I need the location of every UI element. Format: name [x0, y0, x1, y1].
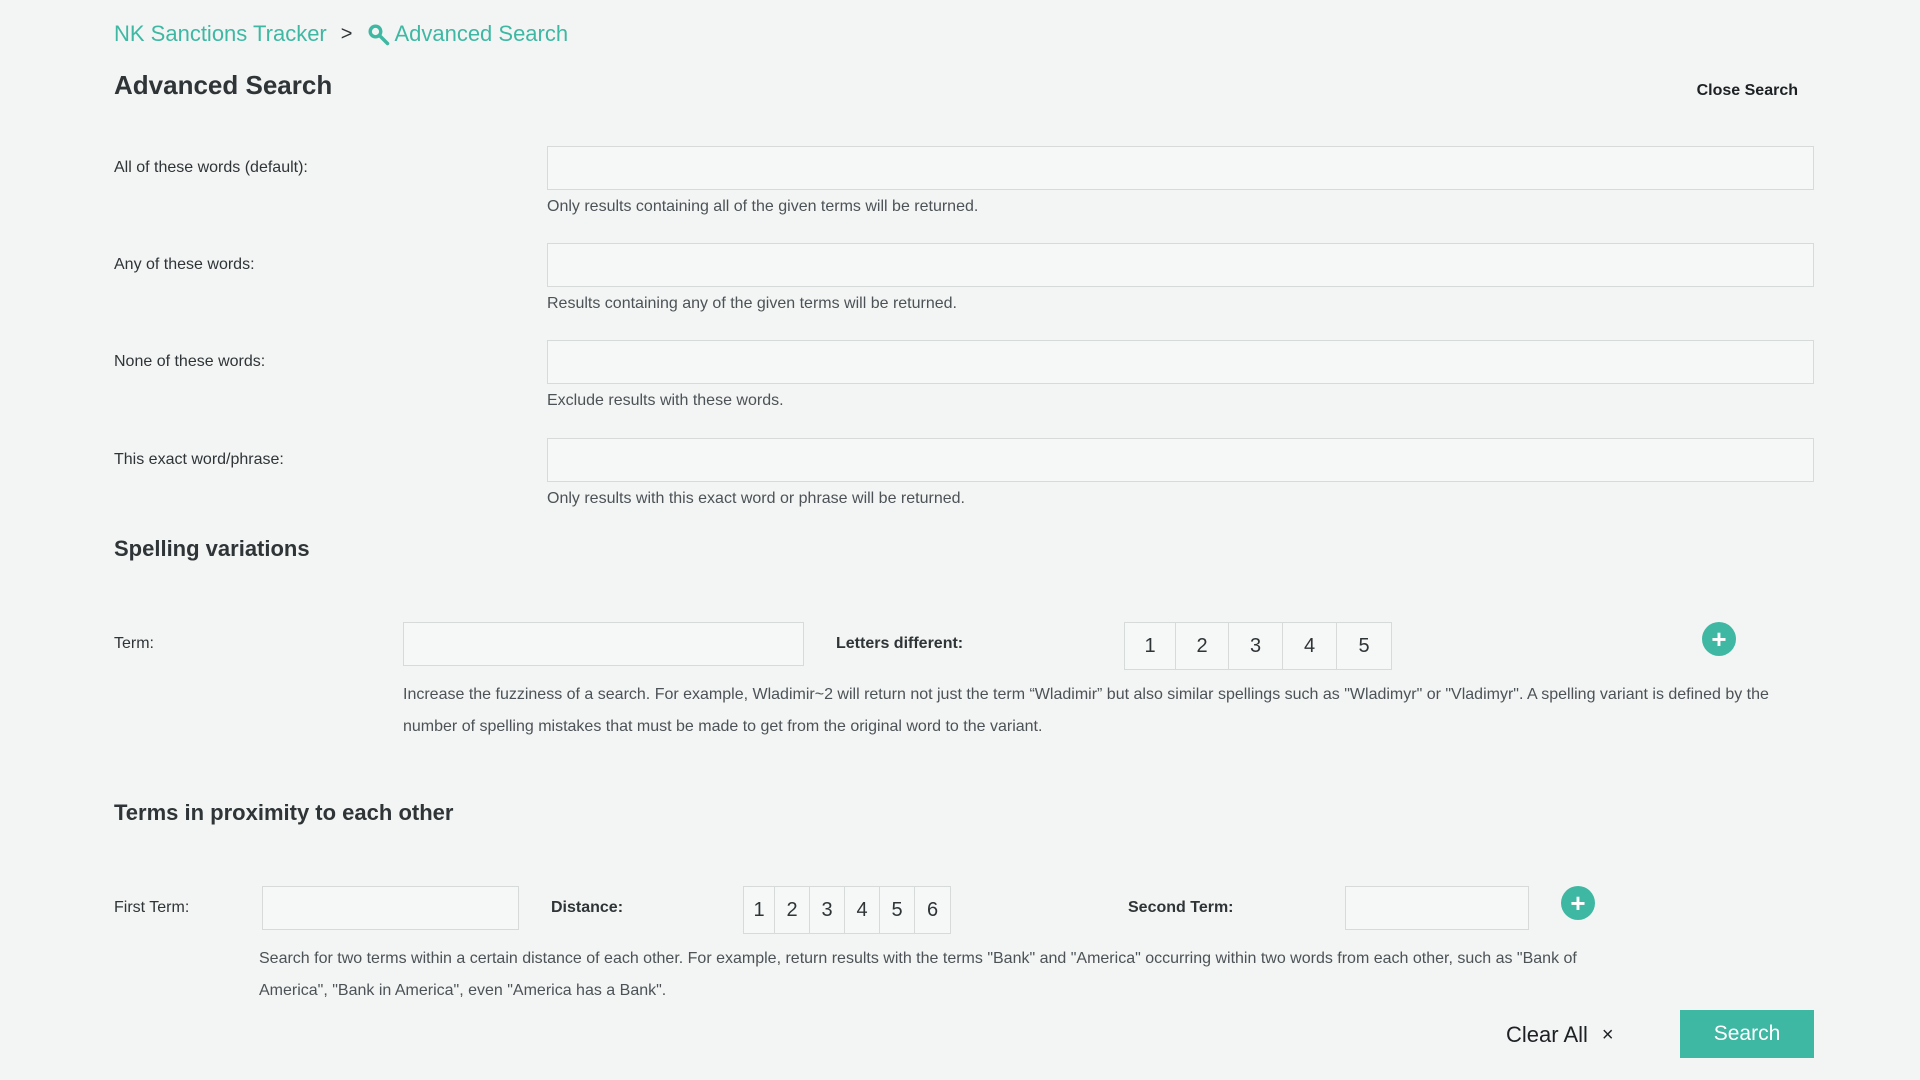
- exact-phrase-label: This exact word/phrase:: [114, 451, 284, 468]
- spelling-help-line-2: number of spelling mistakes that must be made to get from the original word to the variant.: [403, 718, 1043, 735]
- all-words-label: All of these words (default):: [114, 159, 308, 176]
- distance-option-5[interactable]: 5: [880, 887, 915, 933]
- close-search-button[interactable]: Close Search: [1696, 82, 1798, 99]
- all-words-help: Only results containing all of the given terms will be returned.: [547, 198, 979, 215]
- letters-different-picker: [1124, 622, 1392, 670]
- distance-option-6[interactable]: 6: [926, 898, 939, 921]
- clear-all-button[interactable]: [1506, 1022, 1614, 1048]
- clear-all-label: Clear All: [1506, 1022, 1588, 1047]
- distance-picker: [743, 886, 951, 934]
- close-icon: ×: [1601, 1023, 1614, 1046]
- letters-option-5[interactable]: 5: [1358, 634, 1370, 657]
- search-button[interactable]: Search: [1680, 1010, 1814, 1058]
- any-words-label: Any of these words:: [114, 256, 255, 273]
- first-term-label: First Term:: [114, 899, 190, 916]
- exact-phrase-help: Only results with this exact word or phrase will be returned.: [547, 490, 965, 507]
- search-icon: [366, 22, 390, 46]
- distance-option-2[interactable]: 2: [775, 887, 810, 933]
- breadcrumb-separator: >: [340, 22, 353, 45]
- first-term-input[interactable]: [262, 886, 519, 930]
- proximity-section-title: Terms in proximity to each other: [114, 800, 454, 825]
- none-words-help: Exclude results with these words.: [547, 392, 784, 409]
- letters-different-label: Letters different:: [836, 635, 964, 652]
- exact-phrase-input[interactable]: [547, 438, 1814, 482]
- all-words-input[interactable]: [547, 146, 1814, 190]
- distance-option-1[interactable]: 1: [744, 887, 775, 933]
- none-words-label: None of these words:: [114, 353, 266, 370]
- letters-option-4[interactable]: 4: [1283, 623, 1337, 669]
- distance-option-3[interactable]: 3: [810, 887, 845, 933]
- page-title: Advanced Search: [114, 70, 333, 100]
- spelling-term-label: Term:: [114, 635, 154, 652]
- proximity-help-line-2: America", "Bank in America", even "America has a Bank".: [259, 982, 667, 999]
- proximity-help-line-1: Search for two terms within a certain distance of each other. For example, return results with the terms "Bank" and "America" occurring within two words from each other, such as "Bank of: [259, 950, 1577, 967]
- letters-option-3[interactable]: 3: [1229, 623, 1283, 669]
- add-proximity-button[interactable]: +: [1561, 886, 1595, 920]
- proximity-help: [259, 943, 1819, 1007]
- breadcrumb-root-link[interactable]: NK Sanctions Tracker: [114, 21, 327, 46]
- spelling-help: [403, 679, 1823, 743]
- any-words-input[interactable]: [547, 243, 1814, 287]
- breadcrumb-current[interactable]: Advanced Search: [394, 21, 569, 46]
- letters-option-1[interactable]: 1: [1125, 623, 1176, 669]
- distance-label: Distance:: [551, 899, 624, 916]
- spelling-term-input[interactable]: [403, 622, 804, 666]
- spelling-section-title: Spelling variations: [114, 536, 310, 561]
- spelling-help-line-1: Increase the fuzziness of a search. For example, Wladimir~2 will return not just the term “Wladimir” but also similar spellings such as "Wladimyr" or "Vladimyr". A spelling variant is defined by the: [403, 686, 1769, 703]
- second-term-input[interactable]: [1345, 886, 1529, 930]
- second-term-label: Second Term:: [1128, 899, 1234, 916]
- distance-option-4[interactable]: 4: [845, 887, 880, 933]
- breadcrumb: [114, 20, 568, 48]
- letters-option-2[interactable]: 2: [1176, 623, 1229, 669]
- add-spelling-variation-button[interactable]: +: [1702, 622, 1736, 656]
- any-words-help: Results containing any of the given terms will be returned.: [547, 295, 957, 312]
- none-words-input[interactable]: [547, 340, 1814, 384]
